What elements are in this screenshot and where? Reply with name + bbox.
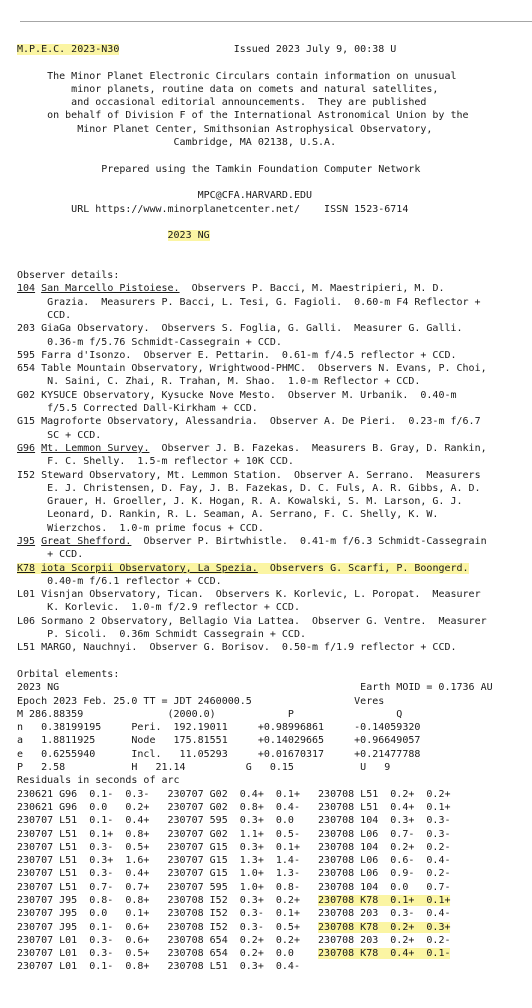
residuals-table [17,789,450,973]
residual-cell: 230708 L51 0.3+ 0.4- [167,961,300,973]
observer-entry [17,470,481,481]
observatory-code: 654 [17,363,36,375]
observatory-code: 595 [17,349,36,361]
mpec-document [17,43,493,974]
observer-text: Observers P. Bacci, M. Maestripieri, M. D. [179,283,445,295]
observatory-name: Great Shefford. [41,535,132,547]
residual-cell: 230707 L51 0.1+ 0.8+ [17,828,150,840]
observer-entry [17,390,457,401]
residual-cell: 230708 104 0.2+ 0.2- [318,841,451,853]
intro-line: Minor Planet Center, Smithsonian Astrophysical Observatory, [17,123,433,135]
residual-row [17,829,450,840]
residual-cell: 230707 G15 1.0+ 1.3- [167,868,300,880]
observatory-code: 104 [17,283,36,295]
observer-entry [17,563,469,574]
observer-entry [17,416,481,427]
observer-continuation: + CCD. [17,549,84,561]
residual-cell: 230707 L51 0.1- 0.4+ [17,815,150,827]
residuals-heading: Residuals in seconds of arc [17,775,180,787]
intro-text [17,71,469,148]
observer-continuation: F. C. Shelly. 1.5-m reflector + 10K CCD. [17,456,294,468]
observer-text: Observers G. Scarfi, P. Boongerd. [257,562,469,574]
orbital-line: a 1.8811925 Node 175.81551 +0.14029665 +0.96649057 [17,735,421,747]
contact-email: MPC@CFA.HARVARD.EDU [17,190,313,202]
residual-row [17,882,450,893]
residual-row [17,908,450,919]
residual-cell: 230707 G02 1.1+ 0.5- [167,828,300,840]
residual-cell: 230708 203 0.3- 0.4- [318,908,451,920]
observer-entry [17,283,444,294]
residual-cell: 230707 J95 0.8- 0.8+ [17,895,150,906]
object-designation: 2023 NG [167,230,210,242]
residual-row [17,922,450,933]
observer-text: Table Mountain Observatory, Wrightwood-PHMC. Observers N. Evans, P. Choi, [41,363,487,375]
observatory-code: K78 [17,562,36,574]
residual-cell: 230707 L01 0.3- 0.5+ [17,948,150,960]
observer-entry [17,589,481,600]
observer-heading: Observer details: [17,270,120,282]
residual-cell: 230707 595 0.3+ 0.0 [167,815,300,827]
orbital-line: e 0.6255940 Incl. 11.05293 +0.01670317 +0.21477788 [17,748,421,760]
residual-cell: 230707 L51 0.7- 0.7+ [17,881,150,893]
residual-cell: 230707 L51 0.3- 0.4+ [17,868,150,880]
residual-cell: 230707 G02 0.4+ 0.1+ [167,788,300,800]
residual-cell: 230707 J95 0.1- 0.6+ [17,921,150,933]
observer-entry [17,642,457,653]
observer-continuation: K. Korlevic. 1.0-m f/2.9 reflector + CCD. [17,602,300,614]
orbital-line: n 0.38199195 Peri. 192.19011 +0.98996861 -0.14059320 [17,722,421,734]
observer-continuation: Wierzchos. 1.0-m prime focus + CCD. [17,522,264,534]
orbital-line: M 286.88359 (2000.0) P Q [17,708,403,720]
observer-entry [17,323,463,334]
residual-row [17,802,450,813]
residual-row [17,868,450,879]
observatory-name: Mt. Lemmon Survey. [41,442,150,454]
residual-cell: 230707 G15 0.3+ 0.1+ [167,841,300,853]
residual-cell: 230708 L51 0.2+ 0.2+ [318,788,451,800]
residual-cell: 230707 G02 0.8+ 0.4- [167,801,300,813]
residual-cell: 230708 L06 0.6- 0.4- [318,855,451,867]
observer-continuation: Grazia. Measurers P. Bacci, L. Tesi, G. Fagioli. 0.60-m F4 Reflector + [17,296,481,308]
residual-cell: 230708 654 0.2+ 0.0 [167,948,300,960]
residual-row [17,948,450,959]
residual-cell: 230707 L01 0.3- 0.6+ [17,934,150,946]
prepared-line: Prepared using the Tamkin Foundation Computer Network [17,163,421,175]
residual-row [17,935,450,946]
orbital-line: P 2.58 H 21.14 G 0.15 U 9 [17,762,391,774]
observatory-code: J95 [17,535,36,547]
observer-entry [17,616,487,627]
orbital-line: 2023 NG Earth MOID = 0.1736 AU [17,682,493,694]
observatory-name: San Marcello Pistoiese. [41,283,180,295]
residual-cell: 230708 L51 0.4+ 0.1+ [318,801,451,813]
observer-text: Visnjan Observatory, Tican. Observers K. Korlevic, L. Poropat. Measurer [41,589,481,601]
observer-continuation: 0.36-m f/5.76 Schmidt-Cassegrain + CCD. [17,336,282,348]
mpec-id: M.P.E.C. 2023-N30 [17,44,120,55]
observer-entry [17,350,457,361]
observatory-code: L51 [17,642,36,654]
residual-cell: 230708 L06 0.9- 0.2- [318,868,451,880]
residual-cell: 230708 104 0.0 0.7- [318,881,451,893]
residual-cell: 230708 I52 0.3+ 0.2+ [167,895,300,906]
residual-cell: 230708 I52 0.3- 0.1+ [167,908,300,920]
observatory-code: L06 [17,615,36,627]
observatory-code: 203 [17,323,36,335]
residual-row [17,961,300,972]
observer-continuation: Leonard, D. Rankin, R. L. Seaman, A. Serrano, F. C. Shelly, K. W. [17,509,439,521]
observatory-code: G15 [17,416,36,428]
orbital-heading: Orbital elements: [17,668,120,680]
orbital-elements [17,682,493,773]
residual-cell: 230708 K78 0.1+ 0.1+ [318,895,451,906]
observer-continuation: P. Sicoli. 0.36m Schmidt Cassegrain + CCD. [17,629,306,641]
intro-line: on behalf of Division F of the International Astronomical Union by the [17,110,469,122]
observer-continuation: Grauer, H. Groeller, J. K. Hogan, R. A. Kowalski, S. M. Larson, G. J. [17,496,463,508]
observatory-code: I52 [17,469,36,481]
observer-text: Farra d'Isonzo. Observer E. Pettarin. 0.61-m f/4.5 reflector + CCD. [41,349,457,361]
residual-cell: 230708 L06 0.7- 0.3- [318,828,451,840]
observer-text: GiaGa Observatory. Observers S. Foglia, G. Galli. Measurer G. Galli. [41,323,463,335]
residual-cell: 230708 203 0.2+ 0.2- [318,934,451,946]
observer-continuation: SC + CCD. [17,429,102,441]
residual-cell: 230707 L51 0.3- 0.5+ [17,841,150,853]
designation-indent [17,230,168,241]
observatory-code: L01 [17,589,36,601]
contact-url: URL https://www.minorplanetcenter.net/ ISSN 1523-6714 [17,203,409,215]
residual-cell: 230707 L51 0.3+ 1.6+ [17,855,150,867]
residual-row [17,855,450,866]
observer-text: Magroforte Observatory, Alessandria. Observer A. De Pieri. 0.23-m f/6.7 [41,416,481,428]
residual-cell: 230708 K78 0.2+ 0.3+ [318,921,451,933]
residual-cell: 230708 104 0.3+ 0.3- [318,815,451,827]
observer-text: KYSUCE Observatory, Kysucke Nove Mesto. Observer M. Urbanik. 0.40-m [41,389,457,401]
observer-text: Steward Observatory, Mt. Lemmon Station. Observer A. Serrano. Measurers [41,469,481,481]
residual-cell: 230621 G96 0.1- 0.3- [17,788,150,800]
residual-row [17,815,450,826]
residual-cell: 230707 L01 0.1- 0.8+ [17,961,150,973]
observer-text: Observer P. Birtwhistle. 0.41-m f/6.3 Schmidt-Cassegrain [131,535,487,547]
issued-date [119,44,233,55]
issued-text: Issued 2023 July 9, 00:38 U [233,44,397,55]
observer-continuation: N. Saini, C. Zhai, R. Trahan, M. Shao. 1.0-m Reflector + CCD. [17,376,421,388]
observer-text: Observer J. B. Fazekas. Measurers B. Gray, D. Rankin, [149,442,487,454]
observer-text: Sormano 2 Observatory, Bellagio Via Lattea. Observer G. Ventre. Measurer [41,615,487,627]
intro-line: The Minor Planet Electronic Circulars contain information on unusual [17,70,457,82]
residual-cell: 230621 G96 0.0 0.2+ [17,801,150,813]
residual-cell: 230708 I52 0.3- 0.5+ [167,921,300,933]
observatory-code: G02 [17,389,36,401]
residual-cell: 230707 J95 0.0 0.1+ [17,908,150,920]
observer-entry [17,443,487,454]
residual-row [17,789,450,800]
residual-cell: 230707 G15 1.3+ 1.4- [167,855,300,867]
observer-entry [17,536,487,547]
observer-list [17,283,487,653]
observer-continuation: 0.40-m f/6.1 reflector + CCD. [17,575,222,587]
residual-cell: 230708 654 0.2+ 0.2+ [167,934,300,946]
observer-continuation: f/5.5 Corrected Dall-Kirkham + CCD. [17,403,258,415]
intro-line: and occasional editorial announcements. They are published [17,97,427,109]
residual-cell: 230707 595 1.0+ 0.8- [167,881,300,893]
residual-row [17,842,450,853]
observer-continuation: CCD. [17,309,72,321]
intro-line: minor planets, routine data on comets and natural satellites, [17,83,439,95]
observer-continuation: E. J. Christensen, D. Fay, J. B. Fazekas, D. C. Fuls, A. R. Gibbs, A. D. [17,482,481,494]
observatory-code: G96 [17,442,36,454]
residual-row [17,895,450,906]
residual-cell: 230708 K78 0.4+ 0.1- [318,948,451,960]
top-divider [20,21,532,22]
intro-line: Cambridge, MA 02138, U.S.A. [17,137,337,149]
observatory-name: iota Scorpii Observatory, La Spezia. [41,562,258,574]
observer-text: MARGO, Nauchnyi. Observer G. Borisov. 0.50-m f/1.9 reflector + CCD. [41,642,457,654]
orbital-line: Epoch 2023 Feb. 25.0 TT = JDT 2460000.5 Veres [17,695,385,707]
observer-entry [17,363,487,374]
